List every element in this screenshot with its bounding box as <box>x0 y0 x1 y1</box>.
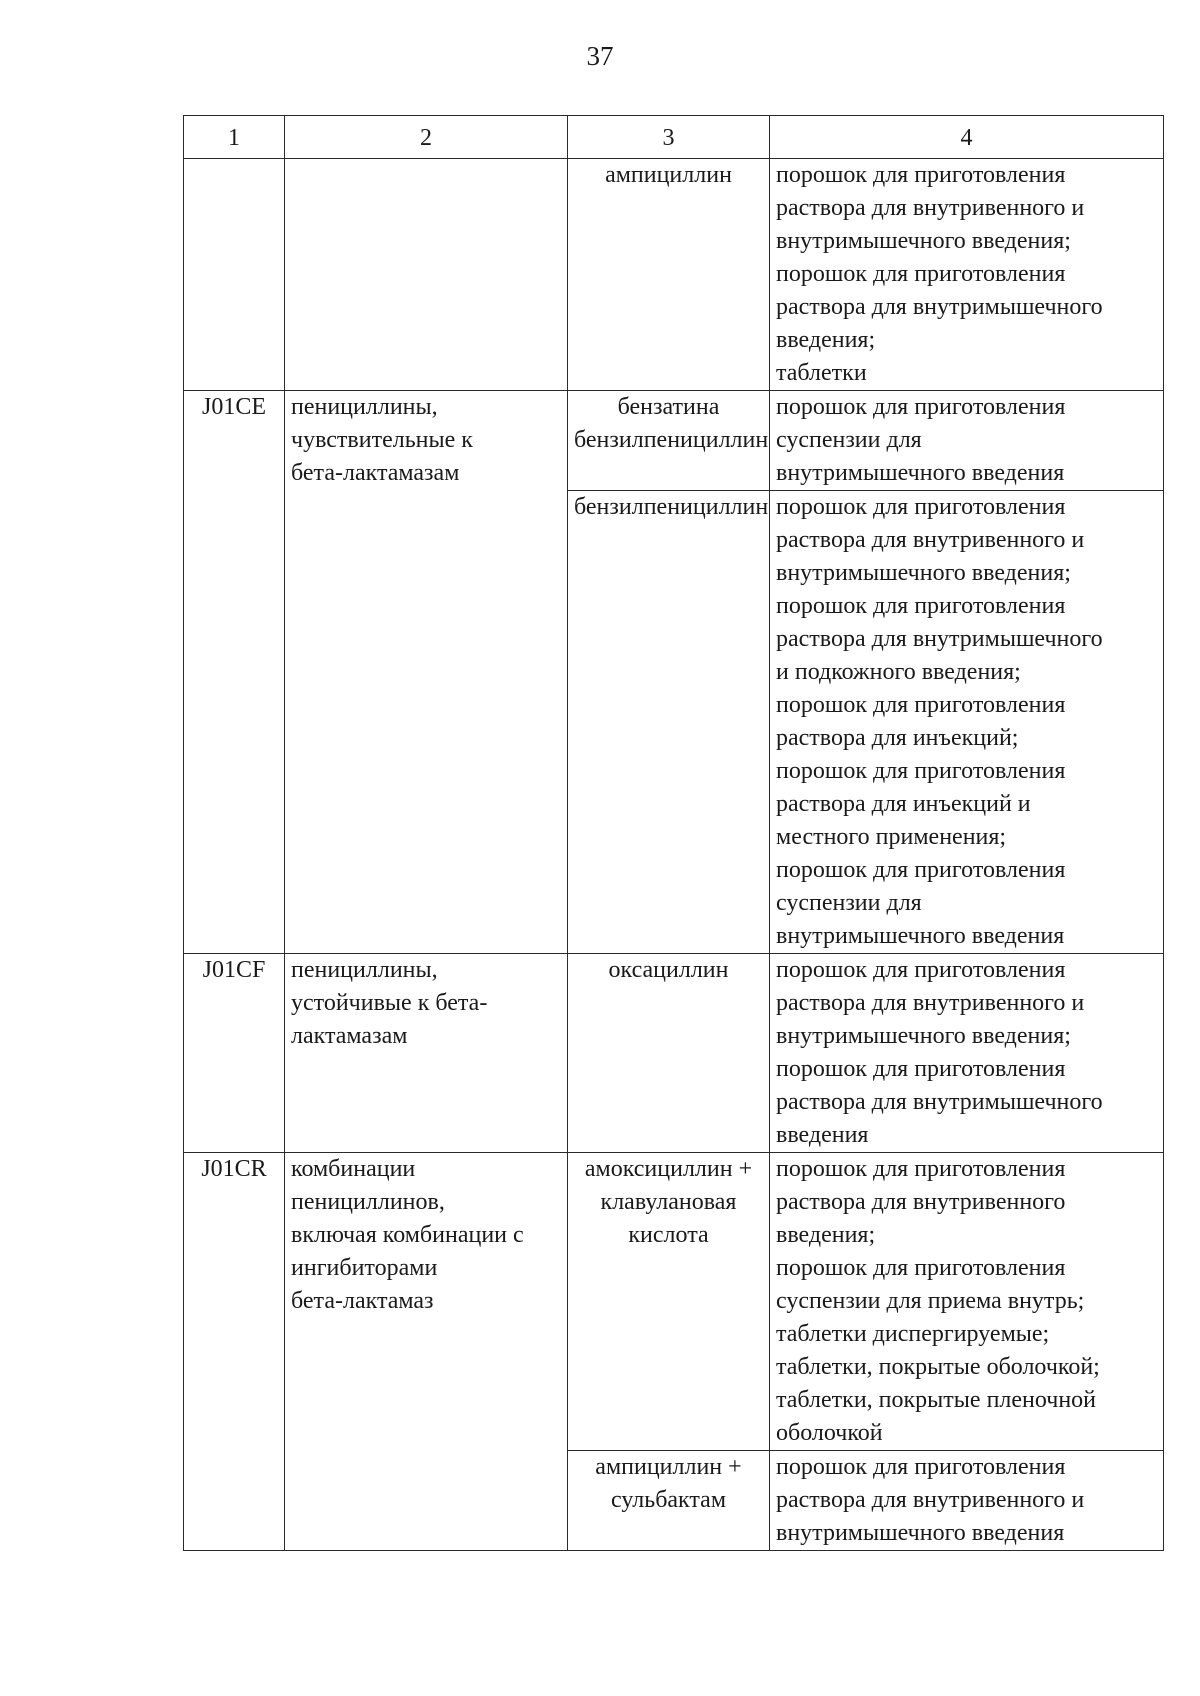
header-cell-2: 2 <box>285 116 568 159</box>
drug-classification-table <box>183 115 1164 1551</box>
atc-code-cell: J01CR <box>184 1153 285 1551</box>
table-header-row <box>184 116 1164 159</box>
inn-cell: бензилпенициллин <box>568 491 770 954</box>
drug-group-cell: пенициллины, устойчивые к бета- лактамазам <box>285 954 568 1153</box>
dosage-form-cell: порошок для приготовления суспензии для внутримышечного введения <box>770 391 1164 491</box>
dosage-form-cell: порошок для приготовления раствора для внутривенного и внутримышечного введения; порошок для приготовления раствора для внутримышечного введения <box>770 954 1164 1153</box>
inn-cell: ампициллин + сульбактам <box>568 1451 770 1551</box>
atc-code-cell: J01CE <box>184 391 285 954</box>
inn-cell: ампициллин <box>568 159 770 391</box>
header-cell-4: 4 <box>770 116 1164 159</box>
atc-code-cell: J01CF <box>184 954 285 1153</box>
drug-group-cell: пенициллины, чувствительные к бета-лактамазам <box>285 391 568 954</box>
dosage-form-text: порошок для приготовления <box>776 692 1066 718</box>
drug-group-cell <box>285 159 568 391</box>
table-row <box>184 1153 1164 1451</box>
header-cell-3: 3 <box>568 116 770 159</box>
dosage-form-text: порошок для приготовления раствора для внутривенного и внутримышечного введения; порошок для приготовления раствора для внутримышечного и подкожного введения; <box>776 494 1103 685</box>
dosage-form-text: раствора для инъекций; порошок для приготовления раствора для инъекций и местного применения; порошок для приготовления суспензии для внутримышечного введения <box>776 725 1066 949</box>
dosage-form-cell: порошок для приготовления раствора для внутривенного и внутримышечного введения <box>770 1451 1164 1551</box>
table-row <box>184 391 1164 491</box>
inn-cell: амоксициллин + клавулановая кислота <box>568 1153 770 1451</box>
table-row <box>184 159 1164 391</box>
dosage-form-cell <box>770 491 1164 954</box>
inn-cell: оксациллин <box>568 954 770 1153</box>
dosage-form-cell: порошок для приготовления раствора для внутривенного введения; порошок для приготовления суспензии для приема внутрь; таблетки диспергируемые; таблетки, покрытые оболочкой; таблетки, покрытые пленочной оболочкой <box>770 1153 1164 1451</box>
header-cell-1: 1 <box>184 116 285 159</box>
dosage-form-cell: порошок для приготовления раствора для внутривенного и внутримышечного введения; порошок для приготовления раствора для внутримышечного введения; таблетки <box>770 159 1164 391</box>
table-row <box>184 954 1164 1153</box>
drug-group-cell: комбинации пенициллинов, включая комбинации с ингибиторами бета-лактамаз <box>285 1153 568 1551</box>
page-number: 37 <box>586 41 614 71</box>
atc-code-cell <box>184 159 285 391</box>
inn-cell: бензатина бензилпенициллин <box>568 391 770 491</box>
